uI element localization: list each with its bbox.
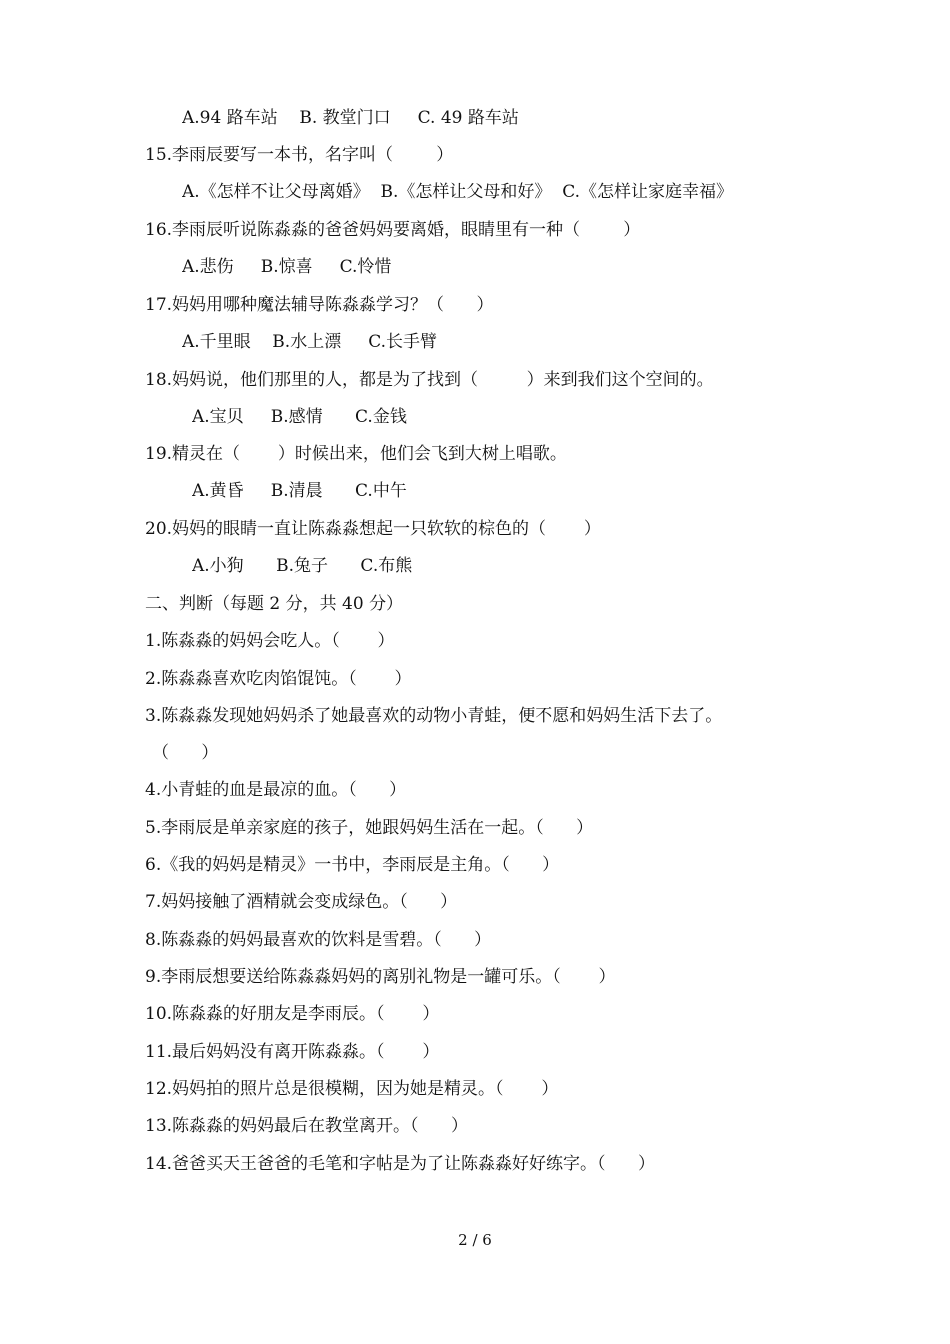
judgment-item: 6.《我的妈妈是精灵》一书中，李雨辰是主角。（ ） [145, 855, 560, 875]
q15-options: A.《怎样不让父母离婚》 B.《怎样让父母和好》 C.《怎样让家庭幸福》 [182, 182, 733, 202]
question-16: 16.李雨辰听说陈淼淼的爸爸妈妈要离婚，眼睛里有一种（ ） [145, 220, 641, 240]
judgment-item-continuation: （ ） [152, 743, 219, 763]
judgment-item: 7.妈妈接触了酒精就会变成绿色。（ ） [145, 892, 458, 912]
judgment-item: 10.陈淼淼的好朋友是李雨辰。（ ） [145, 1004, 440, 1024]
judgment-item: 13.陈淼淼的妈妈最后在教堂离开。（ ） [145, 1116, 468, 1136]
judgment-item: 5.李雨辰是单亲家庭的孩子，她跟妈妈生活在一起。（ ） [145, 818, 594, 838]
judgment-item: 11.最后妈妈没有离开陈淼淼。（ ） [145, 1042, 440, 1062]
judgment-item: 2.陈淼淼喜欢吃肉馅馄饨。（ ） [145, 669, 412, 689]
judgment-item: 12.妈妈拍的照片总是很模糊，因为她是精灵。（ ） [145, 1079, 559, 1099]
q14-options: A.94 路车站 B. 教堂门口 C. 49 路车站 [182, 108, 519, 128]
judgment-item: 4.小青蛙的血是最凉的血。（ ） [145, 780, 407, 800]
q17-options: A.千里眼 B.水上漂 C.长手臂 [182, 332, 438, 352]
question-19: 19.精灵在（ ）时候出来，他们会飞到大树上唱歌。 [145, 444, 567, 464]
question-20: 20.妈妈的眼睛一直让陈淼淼想起一只软软的棕色的（ ） [145, 519, 601, 539]
q16-options: A.悲伤 B.惊喜 C.怜惜 [182, 257, 392, 277]
q18-options: A.宝贝 B.感情 C.金钱 [192, 407, 407, 427]
question-17: 17.妈妈用哪种魔法辅导陈淼淼学习？（ ） [145, 295, 494, 315]
q19-options: A.黄昏 B.清晨 C.中午 [192, 481, 407, 501]
judgment-item: 1.陈淼淼的妈妈会吃人。（ ） [145, 631, 395, 651]
question-15: 15.李雨辰要写一本书，名字叫（ ） [145, 145, 454, 165]
judgment-item: 8.陈淼淼的妈妈最喜欢的饮料是雪碧。（ ） [145, 930, 492, 950]
page-number: 2 / 6 [458, 1231, 492, 1249]
judgment-item: 9.李雨辰想要送给陈淼淼妈妈的离别礼物是一罐可乐。（ ） [145, 967, 616, 987]
question-18: 18.妈妈说，他们那里的人，都是为了找到（ ）来到我们这个空间的。 [145, 370, 714, 390]
section-2-title: 二、判断（每题 2 分，共 40 分） [145, 594, 404, 614]
q20-options: A.小狗 B.兔子 C.布熊 [192, 556, 413, 576]
judgment-item: 3.陈淼淼发现她妈妈杀了她最喜欢的动物小青蛙，便不愿和妈妈生活下去了。 [145, 706, 723, 726]
judgment-item: 14.爸爸买天王爸爸的毛笔和字帖是为了让陈淼淼好好练字。（ ） [145, 1154, 655, 1174]
